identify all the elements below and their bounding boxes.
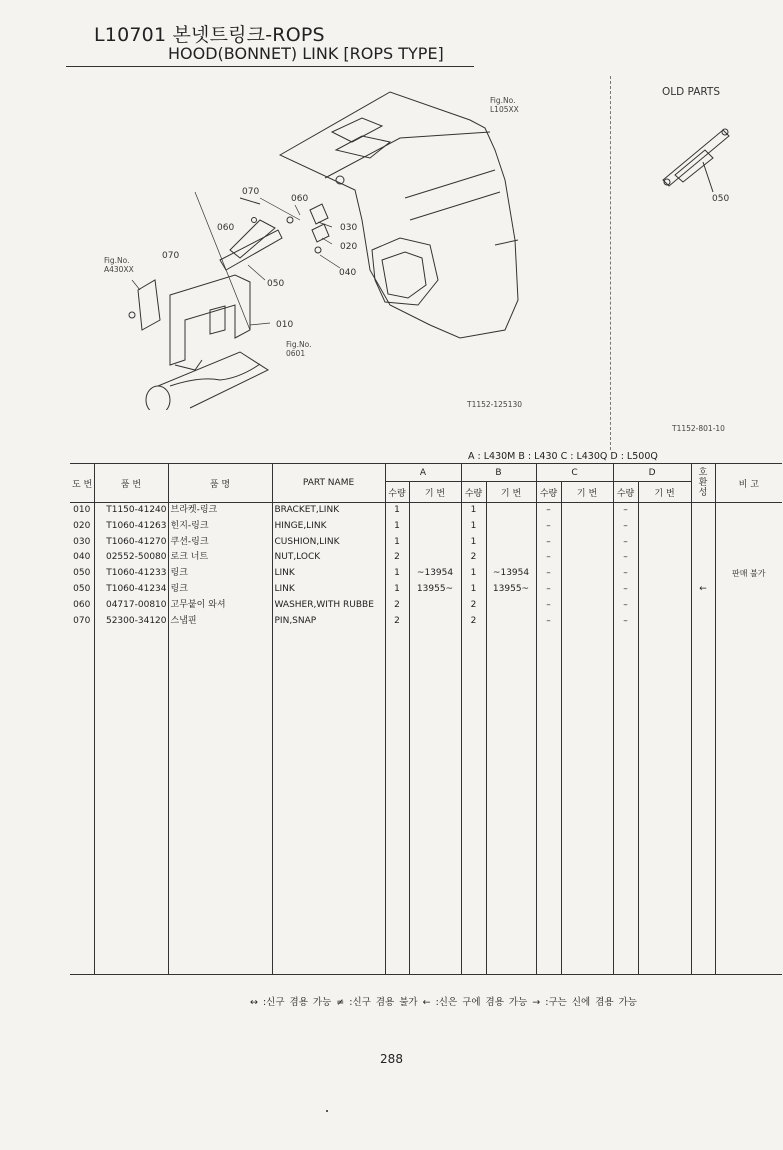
row-c-qty: – (536, 550, 561, 566)
row-d-qty: – (613, 519, 638, 535)
col-name-kr-header: 품 명 (168, 464, 272, 503)
callout-020: 020 (340, 242, 358, 252)
row-no: 070 (73, 615, 91, 626)
table-empty-area (70, 629, 782, 975)
row-no: 030 (73, 536, 91, 547)
row-a-qty: 1 (385, 566, 409, 582)
row-remark (715, 535, 782, 551)
row-remark (715, 519, 782, 535)
row-a-serial (409, 519, 461, 535)
col-part-name-header: PART NAME (272, 464, 385, 503)
row-c-qty: – (536, 503, 561, 519)
row-remark: 판매 불가 (715, 566, 782, 582)
row-d-qty: – (613, 614, 638, 630)
row-c-serial (561, 598, 613, 614)
row-a-serial: 13955~ (409, 582, 461, 598)
row-interchange (691, 598, 715, 614)
row-interchange (691, 550, 715, 566)
col-interchange-header: 호 환 성 (691, 464, 715, 503)
row-c-qty: – (536, 519, 561, 535)
row-part-no: T1060-41270 (94, 535, 168, 551)
row-interchange: ← (691, 582, 715, 598)
callout-040: 040 (339, 268, 357, 278)
row-d-qty: – (613, 503, 638, 519)
row-interchange (691, 535, 715, 551)
row-b-serial (486, 503, 536, 519)
col-c-qty-header: 수량 (536, 482, 561, 503)
row-a-serial (409, 535, 461, 551)
row-a-serial (409, 503, 461, 519)
row-part-no: T1060-41234 (94, 582, 168, 598)
row-b-qty: 1 (461, 582, 486, 598)
row-d-qty: – (613, 535, 638, 551)
old-parts-divider (610, 76, 611, 450)
row-no: 050 (73, 583, 91, 594)
row-interchange (691, 503, 715, 519)
model-key: A : L430M B : L430 C : L430Q D : L500Q (468, 451, 658, 462)
row-no: 050 (73, 568, 91, 579)
row-no: 060 (73, 599, 91, 610)
row-a-serial (409, 550, 461, 566)
page-number: 288 (380, 1052, 403, 1066)
row-b-serial (486, 519, 536, 535)
row-b-qty: 1 (461, 535, 486, 551)
row-no: 020 (73, 520, 91, 531)
row-a-serial (409, 614, 461, 630)
page-subtitle: HOOD(BONNET) LINK [ROPS TYPE] (168, 44, 444, 63)
callout-060-left: 060 (217, 223, 235, 233)
row-remark (715, 614, 782, 630)
table-row (70, 582, 782, 598)
row-name-kr: 쿠션-링크 (168, 535, 272, 551)
row-b-serial (486, 550, 536, 566)
row-b-qty: 2 (461, 598, 486, 614)
row-c-serial (561, 503, 613, 519)
row-c-serial (561, 582, 613, 598)
title-underline (66, 66, 474, 67)
row-b-serial (486, 598, 536, 614)
row-part-no: 52300-34120 (94, 614, 168, 630)
col-part-no-header: 품 번 (94, 464, 168, 503)
col-b-qty-header: 수량 (461, 482, 486, 503)
row-c-qty: – (536, 614, 561, 630)
row-part-no: T1060-41233 (94, 566, 168, 582)
row-c-serial (561, 566, 613, 582)
fig-ref-l105: Fig.No. L105XX (490, 96, 519, 114)
row-part-name: CUSHION,LINK (272, 535, 385, 551)
col-no-header: 도 번 (70, 464, 94, 503)
table-row (70, 566, 782, 582)
row-a-serial (409, 598, 461, 614)
row-part-name: NUT,LOCK (272, 550, 385, 566)
row-c-qty: – (536, 598, 561, 614)
row-d-serial (638, 519, 691, 535)
callout-010: 010 (276, 320, 294, 330)
row-c-qty: – (536, 566, 561, 582)
row-b-qty: 1 (461, 519, 486, 535)
row-interchange (691, 614, 715, 630)
drawing-number-right: T1152-801-10 (672, 424, 725, 433)
table-row (70, 598, 782, 614)
col-model-a-header: A (385, 464, 461, 482)
row-b-qty: 2 (461, 550, 486, 566)
row-b-serial (486, 535, 536, 551)
row-part-no: 02552-50080 (94, 550, 168, 566)
row-a-qty: 1 (385, 503, 409, 519)
col-d-serial-header: 기 번 (638, 482, 691, 503)
table-row (70, 519, 782, 535)
callout-070-lower: 070 (162, 251, 180, 261)
col-model-c-header: C (536, 464, 613, 482)
row-d-serial (638, 566, 691, 582)
row-part-name: PIN,SNAP (272, 614, 385, 630)
callout-070-upper: 070 (242, 187, 260, 197)
row-a-serial: ~13954 (409, 566, 461, 582)
row-name-kr: 링크 (168, 566, 272, 582)
speck (326, 1110, 328, 1112)
col-b-serial-header: 기 번 (486, 482, 536, 503)
drawing-number: T1152-125130 (467, 400, 523, 409)
row-part-no: T1060-41263 (94, 519, 168, 535)
parts-table (70, 463, 782, 975)
row-c-qty: – (536, 582, 561, 598)
row-c-serial (561, 550, 613, 566)
interchange-legend: ↔ :신구 겸용 가능 ≠ :신구 겸용 불가 ← :신은 구에 겸용 가능 → :구는 신에 겸용 가능 (250, 997, 637, 1008)
row-a-qty: 2 (385, 550, 409, 566)
row-name-kr: 스냅핀 (168, 614, 272, 630)
row-interchange (691, 519, 715, 535)
row-part-name: WASHER,WITH RUBBE (272, 598, 385, 614)
row-d-qty: – (613, 550, 638, 566)
row-d-serial (638, 582, 691, 598)
row-part-name: HINGE,LINK (272, 519, 385, 535)
row-d-serial (638, 535, 691, 551)
table-row (70, 503, 782, 519)
row-name-kr: 힌지-링크 (168, 519, 272, 535)
row-d-qty: – (613, 566, 638, 582)
row-d-qty: – (613, 582, 638, 598)
col-d-qty-header: 수량 (613, 482, 638, 503)
row-d-serial (638, 614, 691, 630)
row-name-kr: 로크 너트 (168, 550, 272, 566)
row-b-serial: ~13954 (486, 566, 536, 582)
row-d-serial (638, 503, 691, 519)
table-row (70, 550, 782, 566)
row-b-qty: 1 (461, 566, 486, 582)
row-part-name: LINK (272, 566, 385, 582)
row-b-serial: 13955~ (486, 582, 536, 598)
old-parts-label: OLD PARTS (662, 86, 720, 98)
row-c-serial (561, 535, 613, 551)
row-part-no: T1150-41240 (94, 503, 168, 519)
col-c-serial-header: 기 번 (561, 482, 613, 503)
col-a-qty-header: 수량 (385, 482, 409, 503)
row-d-qty: – (613, 598, 638, 614)
row-part-no: 04717-00810 (94, 598, 168, 614)
callout-060-upper: 060 (291, 194, 309, 204)
row-part-name: LINK (272, 582, 385, 598)
row-d-serial (638, 598, 691, 614)
fig-ref-0601: Fig.No. 0601 (286, 340, 312, 358)
table-row (70, 535, 782, 551)
row-b-qty: 2 (461, 614, 486, 630)
row-remark (715, 550, 782, 566)
row-remark (715, 582, 782, 598)
callout-030: 030 (340, 223, 358, 233)
row-remark (715, 598, 782, 614)
row-c-serial (561, 519, 613, 535)
row-no: 040 (73, 552, 91, 563)
row-a-qty: 1 (385, 582, 409, 598)
row-c-qty: – (536, 535, 561, 551)
row-a-qty: 2 (385, 614, 409, 630)
col-remark-header: 비 고 (715, 464, 782, 503)
row-name-kr: 고무붙이 와셔 (168, 598, 272, 614)
row-a-qty: 2 (385, 598, 409, 614)
old-callout-050: 050 (712, 194, 730, 204)
row-b-serial (486, 614, 536, 630)
row-c-serial (561, 614, 613, 630)
fig-ref-a430: Fig.No. A430XX (104, 256, 134, 274)
col-model-d-header: D (613, 464, 691, 482)
row-name-kr: 링크 (168, 582, 272, 598)
table-row (70, 614, 782, 630)
row-no: 010 (73, 505, 91, 515)
row-part-name: BRACKET,LINK (272, 503, 385, 519)
row-b-qty: 1 (461, 503, 486, 519)
exploded-parts-diagram (100, 80, 620, 410)
col-model-b-header: B (461, 464, 536, 482)
col-a-serial-header: 기 번 (409, 482, 461, 503)
page-title: L10701 본넷트링크-ROPS (94, 24, 325, 46)
row-remark (715, 503, 782, 519)
row-d-serial (638, 550, 691, 566)
callout-050: 050 (267, 279, 285, 289)
row-a-qty: 1 (385, 535, 409, 551)
row-interchange (691, 566, 715, 582)
old-link-drawing (655, 120, 735, 200)
row-a-qty: 1 (385, 519, 409, 535)
row-name-kr: 브라켓-링크 (168, 503, 272, 519)
